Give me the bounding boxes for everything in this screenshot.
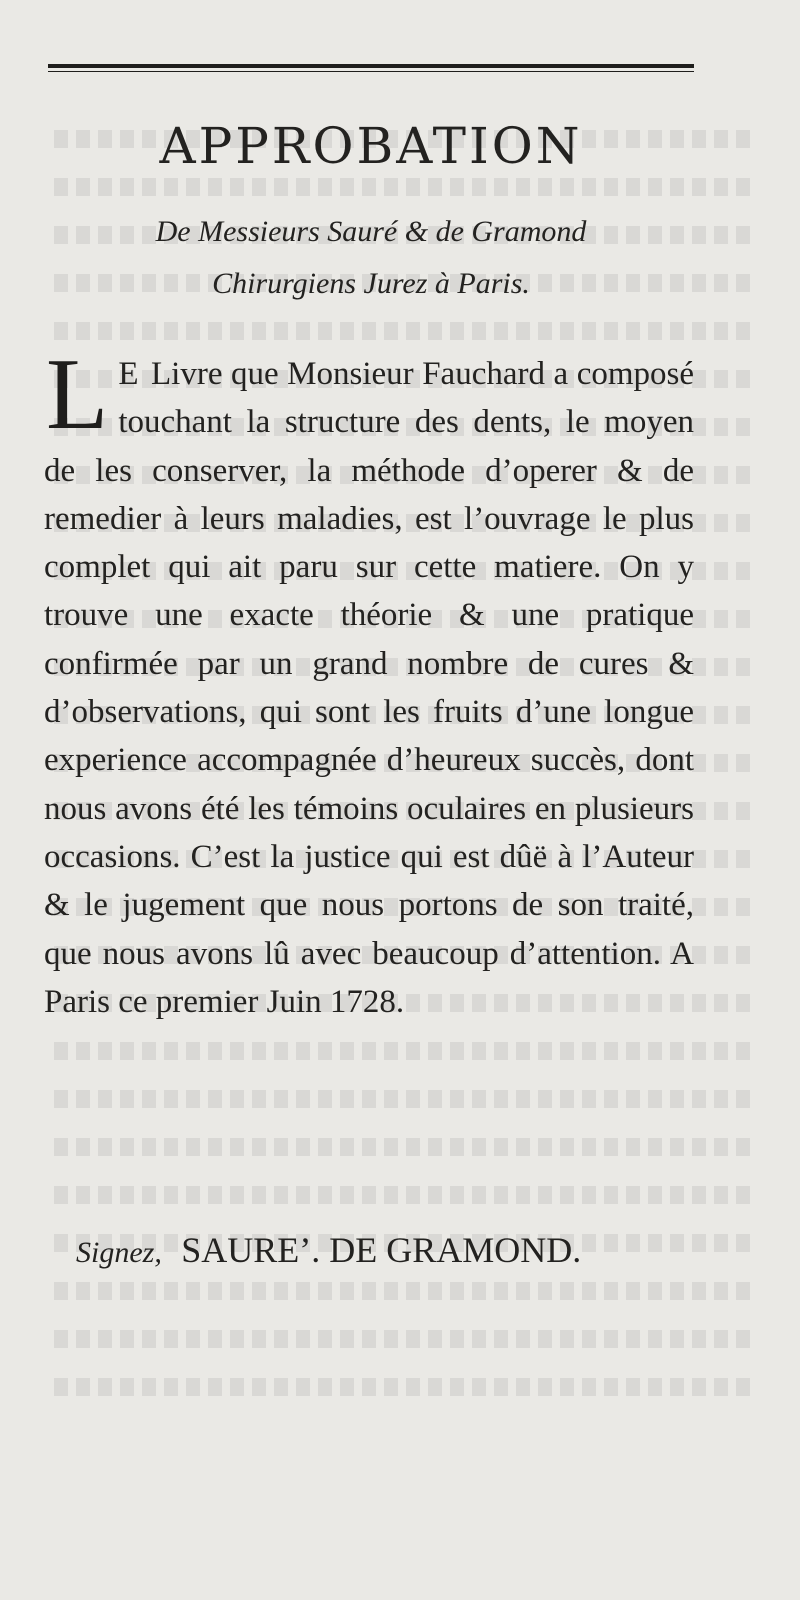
signature-names: SAURE’. DE GRAMOND. bbox=[181, 1230, 582, 1270]
signature-label: Signez, bbox=[76, 1236, 162, 1269]
subtitle-line-2: Chirurgiens Jurez à Paris. bbox=[212, 267, 530, 300]
approbation-body bbox=[44, 338, 694, 1026]
drop-cap: L bbox=[46, 338, 109, 451]
subtitle-line-1: De Messieurs Sauré & de Gramond bbox=[155, 215, 587, 248]
body-paragraph: Livre que Monsieur Fauchard a composé touchant la structure des dents, le moyen de les conserver, la méthode d’operer & de remedier à leurs maladies, est l’ouvrage le plus complet qui ait paru sur cette matiere. On y trouve une exacte théorie & une pratique confirmée par un grand nombre de cures & d’observations, qui sont les fruits d’une longue experience accompagnée d’heureux succès, dont nous avons été les témoins oculaires en plusieurs occasions. C’est la justice qui est dûë à l’Auteur & le jugement que nous portons de son traité, que nous avons lû avec beaucoup d’attention. A Paris ce premier Juin 1728. bbox=[44, 356, 694, 1020]
page-title: APPROBATION bbox=[159, 117, 583, 175]
signature-line bbox=[76, 1228, 696, 1275]
header-rule-thin bbox=[48, 71, 694, 72]
first-word-small-caps: E bbox=[118, 356, 139, 392]
header-rule-thick bbox=[48, 64, 694, 68]
